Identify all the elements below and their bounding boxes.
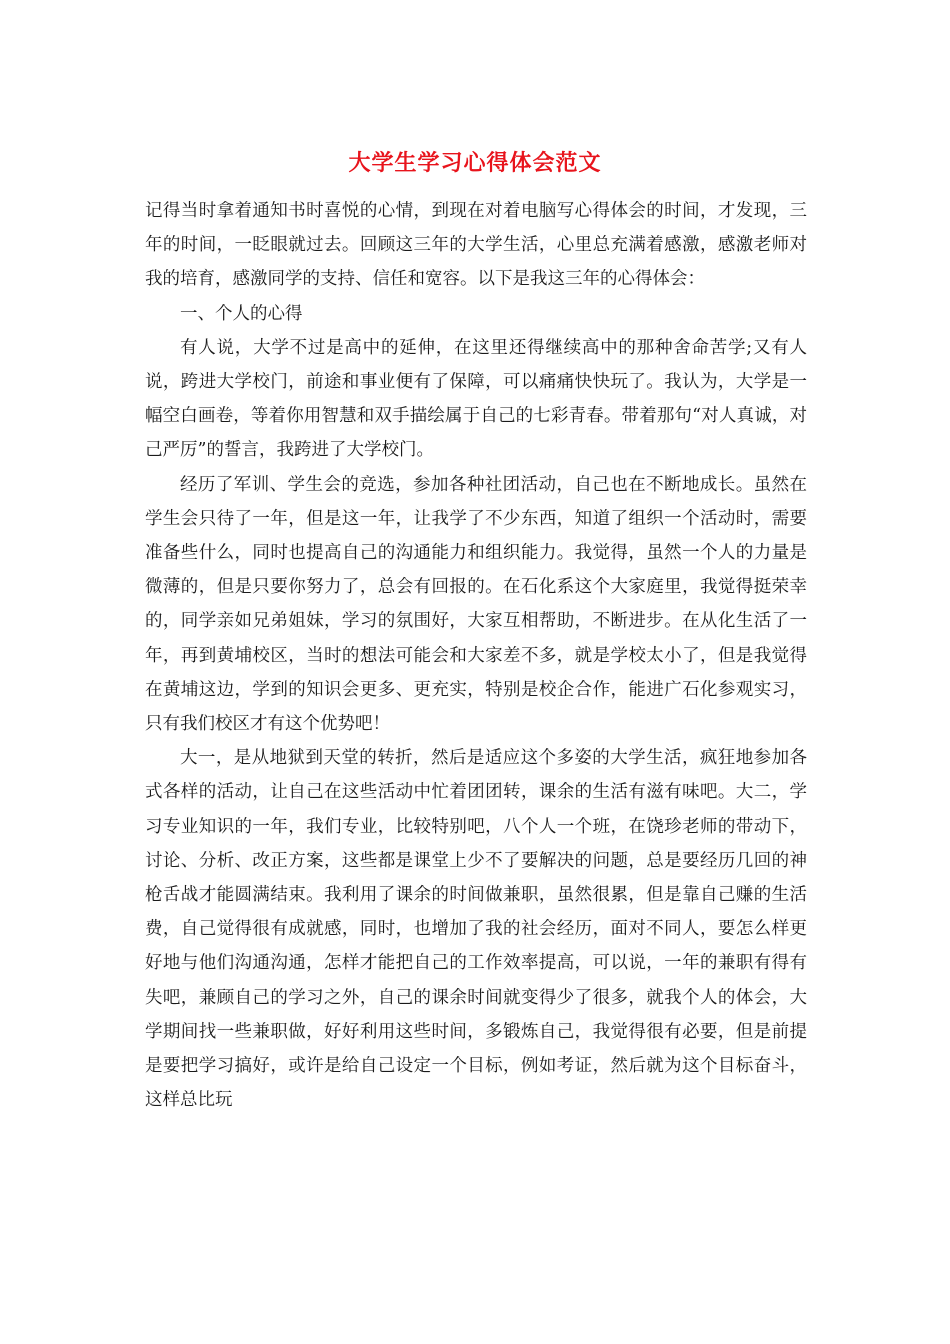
paragraph: 大一，是从地狱到天堂的转折，然后是适应这个多姿的大学生活，疯狂地参加各式各样的活动，让自己在这些活动中忙着团团转，课余的生活有滋有味吧。大二，学习专业知识的一年，我们专业，比较特别吧，八个人一个班，在饶珍老师的带动下，讨论、分析、改正方案，这些都是课堂上少不了要解决的问题，总是要经历几回的神枪舌战才能圆满结束。我利用了课余的时间做兼职，虽然很累，但是靠自己赚的生活费，自己觉得很有成就感，同时，也增加了我的社会经历，面对不同人，要怎么样更好地与他们沟通沟通，怎样才能把自己的工作效率提高，可以说，一年的兼职有得有失吧，兼顾自己的学习之外，自己的课余时间就变得少了很多，就我个人的体会，大学期间找一些兼职做，好好利用这些时间，多锻炼自己，我觉得很有必要，但是前提是要把学习搞好，或许是给自己设定一个目标，例如考证，然后就为这个目标奋斗，这样总比玩 <box>145 748 807 1111</box>
paragraph: 经历了军训、学生会的竞选，参加各种社团活动，自己也在不断地成长。虽然在学生会只待了一年，但是这一年，让我学了不少东西，知道了组织一个活动时，需要准备些什么，同时也提高自己的沟通能力和组织能力。我觉得，虽然一个人的力量是微薄的，但是只要你努力了，总会有回报的。在石化系这个大家庭里，我觉得挺荣幸的，同学亲如兄弟姐妹，学习的氛围好，大家互相帮助，不断进步。在从化生活了一年，再到黄埔校区，当时的想法可能会和大家差不多，就是学校太小了，但是我觉得在黄埔这边，学到的知识会更多、更充实，特别是校企合作，能进广石化参观实习，只有我们校区才有这个优势吧！ <box>145 474 807 735</box>
document-title: 大学生学习心得体会范文 <box>348 150 602 176</box>
paragraph-intro: 记得当时拿着通知书时喜悦的心情，到现在对着电脑写心得体会的时间，才发现，三年的时间，一眨眼就过去。回顾这三年的大学生活，心里总充满着感激，感激老师对我的培育，感激同学的支持、信任和宽容。以下是我这三年的心得体会： <box>145 201 807 290</box>
section-heading: 一、个人的心得 <box>180 303 303 324</box>
document-body <box>145 194 807 1117</box>
paragraph: 有人说，大学不过是高中的延伸，在这里还得继续高中的那种舍命苦学;又有人说，跨进大学校门，前途和事业便有了保障，可以痛痛快快玩了。我认为，大学是一幅空白画卷，等着你用智慧和双手描绘属于自己的七彩青春。带着那句“对人真诚，对己严厉”的誓言，我跨进了大学校门。 <box>145 337 807 461</box>
